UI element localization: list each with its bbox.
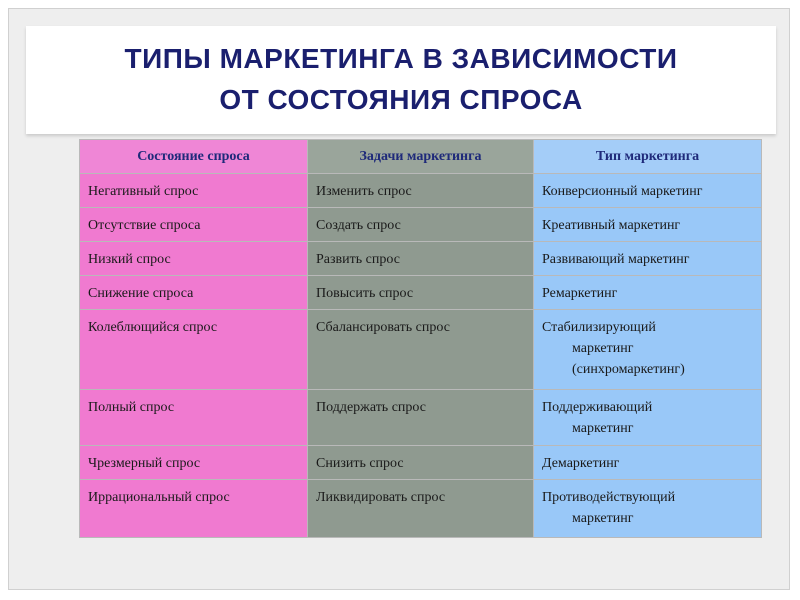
demand-state-cell: Снижение спроса — [80, 276, 308, 310]
demand-state-cell: Чрезмерный спрос — [80, 446, 308, 480]
header-marketing-tasks: Задачи маркетинга — [308, 140, 534, 174]
table-row — [80, 390, 762, 446]
marketing-type-line: маркетинг — [572, 421, 634, 436]
marketing-type-cell — [534, 390, 762, 446]
slide-title-line-1: ТИПЫ МАРКЕТИНГА В ЗАВИСИМОСТИ — [124, 43, 678, 74]
marketing-task-cell: Поддержать спрос — [308, 390, 534, 446]
demand-state-cell: Отсутствие спроса — [80, 208, 308, 242]
marketing-type-line: Развивающий маркетинг — [542, 252, 690, 267]
marketing-type-line: (синхромаркетинг) — [572, 362, 685, 377]
marketing-type-line: Конверсионный маркетинг — [542, 184, 703, 199]
marketing-type-cell — [534, 208, 762, 242]
marketing-type-cell — [534, 480, 762, 538]
header-demand-state: Состояние спроса — [80, 140, 308, 174]
table-row — [80, 242, 762, 276]
marketing-task-cell: Повысить спрос — [308, 276, 534, 310]
marketing-type-line: Стабилизирующий — [542, 320, 656, 335]
demand-state-cell: Иррациональный спрос — [80, 480, 308, 538]
marketing-type-cell — [534, 276, 762, 310]
marketing-types-table — [79, 139, 762, 538]
table-row — [80, 446, 762, 480]
demand-state-cell: Негативный спрос — [80, 174, 308, 208]
marketing-type-cell — [534, 242, 762, 276]
table-row — [80, 310, 762, 390]
marketing-type-cell — [534, 310, 762, 390]
demand-state-cell: Низкий спрос — [80, 242, 308, 276]
marketing-type-line: Демаркетинг — [542, 456, 620, 471]
title-box — [26, 26, 776, 134]
marketing-task-cell: Развить спрос — [308, 242, 534, 276]
table-row — [80, 174, 762, 208]
table-row — [80, 480, 762, 538]
demand-state-cell: Полный спрос — [80, 390, 308, 446]
slide-title-line-2: ОТ СОСТОЯНИЯ СПРОСА — [219, 84, 583, 115]
header-marketing-type: Тип маркетинга — [534, 140, 762, 174]
table-row — [80, 208, 762, 242]
marketing-type-line: маркетинг — [572, 341, 634, 356]
demand-state-cell: Колеблющийся спрос — [80, 310, 308, 390]
marketing-task-cell: Создать спрос — [308, 208, 534, 242]
table-row — [80, 276, 762, 310]
marketing-task-cell: Сбалансировать спрос — [308, 310, 534, 390]
marketing-task-cell: Снизить спрос — [308, 446, 534, 480]
marketing-type-line: Поддерживающий — [542, 400, 653, 415]
table-header-row — [80, 140, 762, 174]
marketing-type-line: маркетинг — [572, 511, 634, 526]
marketing-type-cell — [534, 174, 762, 208]
marketing-task-cell: Ликвидировать спрос — [308, 480, 534, 538]
marketing-type-line: Креативный маркетинг — [542, 218, 681, 233]
marketing-type-line: Ремаркетинг — [542, 286, 618, 301]
marketing-task-cell: Изменить спрос — [308, 174, 534, 208]
marketing-type-cell — [534, 446, 762, 480]
marketing-type-line: Противодействующий — [542, 490, 676, 505]
